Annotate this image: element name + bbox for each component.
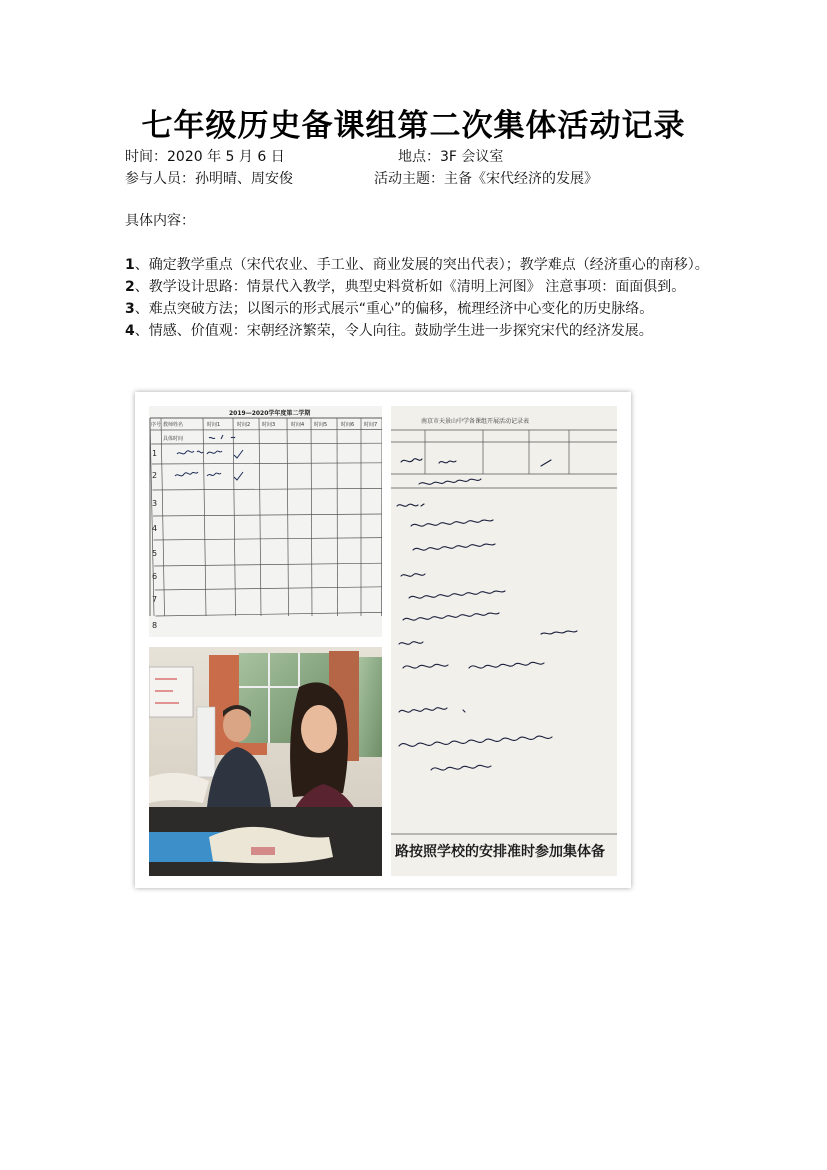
meta-participants [125, 168, 293, 188]
content-list [125, 254, 710, 342]
row-number: 3 [152, 499, 158, 508]
col-header: 时间7 [364, 422, 378, 428]
form-title: 南京市天景山中学备课组开展活动记录表 [421, 418, 530, 425]
col-header: 时间3 [262, 422, 276, 428]
page-title: 七年级历史备课组第二次集体活动记录 [141, 108, 686, 144]
meeting-photo [149, 647, 382, 876]
participants-label: 参与人员： [125, 171, 195, 187]
theme-label: 活动主题： [374, 171, 444, 187]
time-value: 2020 年 5 月 6 日 [167, 149, 285, 165]
place-label: 地点： [398, 149, 440, 165]
row-number: 5 [152, 549, 158, 558]
notes-bottom-text: 路按照学校的安排准时参加集体备 [395, 844, 605, 860]
sheet-header: 2019—2020学年度第二学期 [229, 410, 311, 417]
row-number: 6 [152, 572, 158, 581]
col-header: 时间2 [237, 422, 251, 428]
col-header: 序号 [151, 422, 162, 428]
col-header: 教师姓名 [163, 422, 184, 428]
row-number: 1 [152, 449, 158, 458]
content-item: 3、难点突破方法；以图示的形式展示“重心”的偏移，梳理经济中心变化的历史脉络。 [125, 301, 654, 317]
attendance-sheet-photo [149, 406, 382, 637]
row-number: 2 [152, 471, 158, 480]
time-label: 时间： [125, 149, 167, 165]
row-number: 8 [152, 621, 158, 630]
content-item: 1、确定教学重点（宋代农业、手工业、商业发展的突出代表）；教学难点（经济重心的南移）。 [125, 257, 709, 273]
meta-theme [374, 168, 598, 188]
meta-time [125, 146, 285, 166]
air-conditioner [197, 707, 215, 777]
row-number: 4 [152, 524, 158, 533]
content-item: 4、情感、价值观：宋朝经济繁荣，令人向往。鼓励学生进一步探究宋代的经济发展。 [125, 323, 653, 339]
col-header: 时间4 [291, 422, 305, 428]
participants-value: 孙明晴、周安俊 [195, 171, 293, 187]
col-header: 时间6 [341, 422, 355, 428]
col-header: 时间1 [207, 422, 221, 428]
photo-collage [135, 392, 631, 888]
content-item: 2、教学设计思路：情景代入教学，典型史料赏析如《清明上河图》 注意事项：面面俱到。 [125, 279, 686, 295]
time-row-label: 具体时间 [163, 436, 184, 442]
row-number: 7 [152, 595, 158, 604]
handwritten-notes-photo [391, 406, 617, 876]
wall-chart [149, 667, 193, 717]
col-header: 时间5 [314, 422, 328, 428]
theme-value: 主备《宋代经济的发展》 [444, 171, 598, 187]
content-heading: 具体内容： [125, 213, 195, 229]
place-value: 3F 会议室 [440, 149, 504, 165]
meta-place [398, 146, 503, 166]
